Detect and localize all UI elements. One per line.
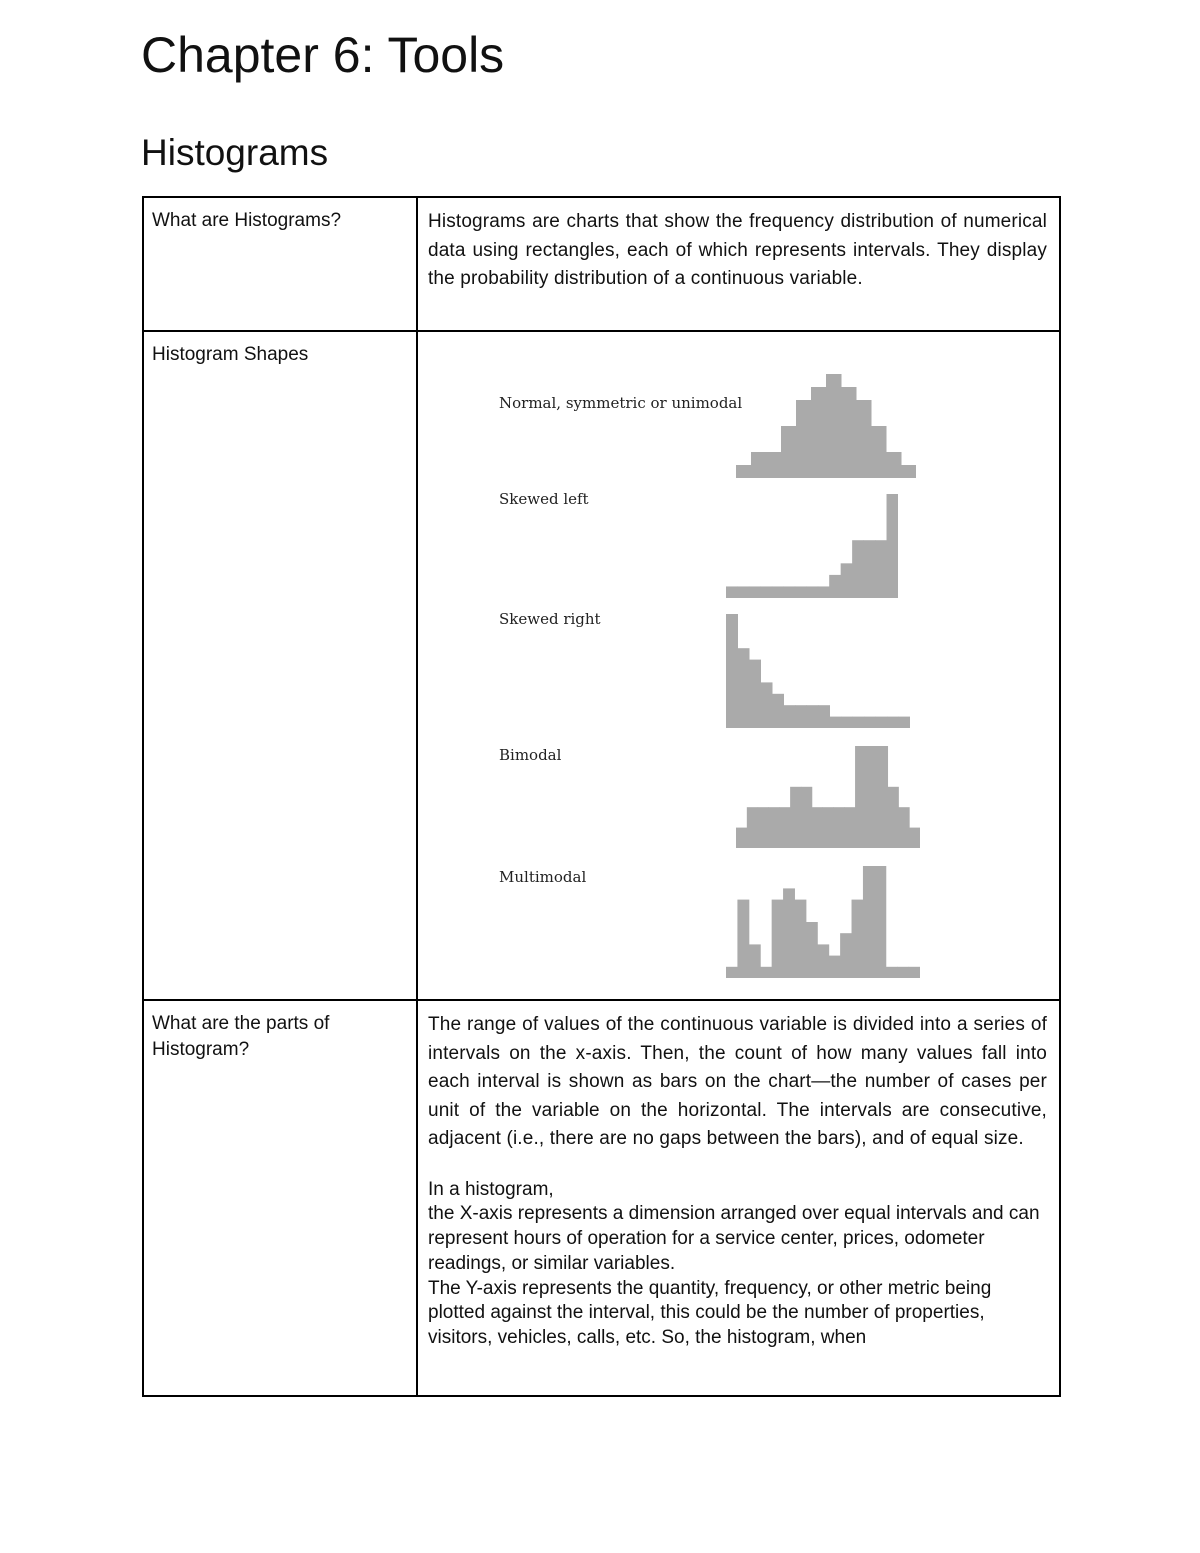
- answer-text: Histograms are charts that show the frequency distribution of numerical data using rectangles, each of which represents intervals. They display the probability distribution of a continuous variable.: [428, 211, 1047, 289]
- histogram-bar: [852, 540, 864, 598]
- chapter-title: Chapter 6: Tools: [141, 27, 505, 83]
- histogram-bar: [795, 586, 807, 598]
- histogram-bar: [726, 967, 738, 978]
- histogram-bar: [887, 717, 899, 728]
- section-heading: Histograms: [141, 132, 329, 173]
- histogram-bar: [844, 807, 855, 848]
- histogram-bar: [852, 900, 864, 978]
- histogram-bar: [829, 956, 841, 978]
- histogram-bar: [853, 717, 865, 728]
- histogram-bar: [833, 807, 844, 848]
- histogram-bar: [864, 540, 876, 598]
- histogram-bar: [749, 944, 761, 978]
- histogram-bar: [806, 922, 818, 978]
- histogram-bar: [760, 586, 772, 598]
- histogram-bar: [768, 807, 779, 848]
- histogram-bar: [795, 705, 807, 728]
- histogram-bar: [758, 807, 769, 848]
- histogram-bar: [901, 465, 916, 478]
- answer-paragraph-intro: In a histogram,: [428, 1178, 554, 1200]
- histogram-bar: [781, 426, 797, 478]
- histogram-bar: [841, 717, 853, 728]
- histogram-bar: [796, 400, 812, 478]
- question-cell: Histogram Shapes: [143, 331, 417, 1000]
- shapes-cell: [417, 331, 1060, 1000]
- histogram-bar: [909, 828, 920, 848]
- histogram-bar: [737, 586, 749, 598]
- table-row: [143, 1000, 1060, 1396]
- histogram-bar: [737, 900, 749, 978]
- histogram-multimodal: [726, 864, 920, 978]
- histogram-skewed-right: [726, 612, 910, 728]
- histogram-bar: [738, 648, 750, 728]
- histogram-bar: [826, 374, 842, 478]
- histogram-bar: [840, 933, 852, 978]
- table-row: [143, 331, 1060, 1000]
- histogram-bar: [886, 452, 902, 478]
- histogram-shapes-figure: [418, 332, 1058, 999]
- histogram-bar: [766, 452, 782, 478]
- histogram-bar: [783, 586, 795, 598]
- histogram-bar: [749, 660, 761, 728]
- histogram-bar: [877, 746, 888, 848]
- histogram-bar: [818, 705, 830, 728]
- histogram-bar: [794, 900, 806, 978]
- histogram-bar: [866, 746, 877, 848]
- histogram-bar: [871, 426, 887, 478]
- question-cell: What are Histograms?: [143, 197, 417, 331]
- histogram-bar: [886, 967, 898, 978]
- histogram-bar: [772, 900, 784, 978]
- histogram-bar: [841, 387, 857, 478]
- histogram-bar: [772, 694, 784, 728]
- histogram-bar: [806, 586, 818, 598]
- histogram-bar: [823, 807, 834, 848]
- histogram-bar: [898, 807, 909, 848]
- histogram-bar: [855, 746, 866, 848]
- histogram-bar: [747, 807, 758, 848]
- histogram-qa-table: [142, 196, 1061, 1397]
- histogram-skewed-left: [726, 492, 898, 598]
- histogram-bar: [888, 787, 899, 848]
- histogram-bar: [856, 400, 872, 478]
- histogram-bar: [772, 586, 784, 598]
- histogram-bar: [811, 387, 827, 478]
- histogram-bar: [807, 705, 819, 728]
- histogram-bar: [726, 586, 738, 598]
- histogram-bar: [749, 586, 761, 598]
- histogram-bar: [751, 452, 767, 478]
- histogram-bar: [830, 717, 842, 728]
- histogram-bar: [818, 586, 830, 598]
- histogram-bar: [760, 967, 772, 978]
- histogram-bar: [841, 563, 853, 598]
- answer-paragraph-1: The range of values of the continuous variable is divided into a series of intervals on the x-axis. Then, the count of how many values fall into each interval is shown as bars on the chart—the number of cases per unit of the variable on the horizontal. The intervals are consecutive, adjacent (i.e., there are no gaps between the bars), and of equal size.: [428, 1014, 1047, 1149]
- histogram-bar: [874, 866, 886, 978]
- shape-label-skewed-left: Skewed left: [499, 490, 589, 508]
- histogram-bar: [863, 866, 875, 978]
- answer-cell: [417, 1000, 1060, 1396]
- histogram-bar: [726, 614, 738, 728]
- histogram-bar: [875, 540, 887, 598]
- histogram-bar: [779, 807, 790, 848]
- shape-label-normal: Normal, symmetric or unimodal: [499, 394, 743, 412]
- shape-label-skewed-right: Skewed right: [499, 610, 601, 628]
- histogram-bar: [909, 967, 920, 978]
- answer-cell: [417, 197, 1060, 331]
- question-cell: What are the parts of Histogram?: [143, 1000, 417, 1396]
- shape-label-bimodal: Bimodal: [499, 746, 562, 764]
- answer-paragraph-x-axis: the X-axis represents a dimension arranged over equal intervals and can represent hours of operation for a service center, prices, odometer readings, or similar variables.: [428, 1203, 1040, 1274]
- histogram-bar: [736, 465, 752, 478]
- histogram-bar: [864, 717, 876, 728]
- histogram-bar: [801, 787, 812, 848]
- answer-paragraph-y-axis: The Y-axis represents the quantity, frequency, or other metric being plotted against the interval, this could be the number of properties, visitors, vehicles, calls, etc. So, the histogram, when: [428, 1277, 992, 1349]
- shape-label-multimodal: Multimodal: [499, 868, 587, 886]
- histogram-normal: [736, 372, 916, 478]
- histogram-bar: [817, 944, 829, 978]
- histogram-bar: [812, 807, 823, 848]
- histogram-bar: [783, 888, 795, 978]
- histogram-bar: [736, 828, 747, 848]
- histogram-bar: [829, 575, 841, 598]
- histogram-bimodal: [736, 744, 920, 848]
- table-row: [143, 197, 1060, 331]
- histogram-bar: [887, 494, 898, 598]
- histogram-bar: [761, 682, 773, 728]
- histogram-bar: [876, 717, 888, 728]
- histogram-bar: [784, 705, 796, 728]
- histogram-bar: [899, 717, 911, 728]
- histogram-bar: [897, 967, 909, 978]
- histogram-bar: [790, 787, 801, 848]
